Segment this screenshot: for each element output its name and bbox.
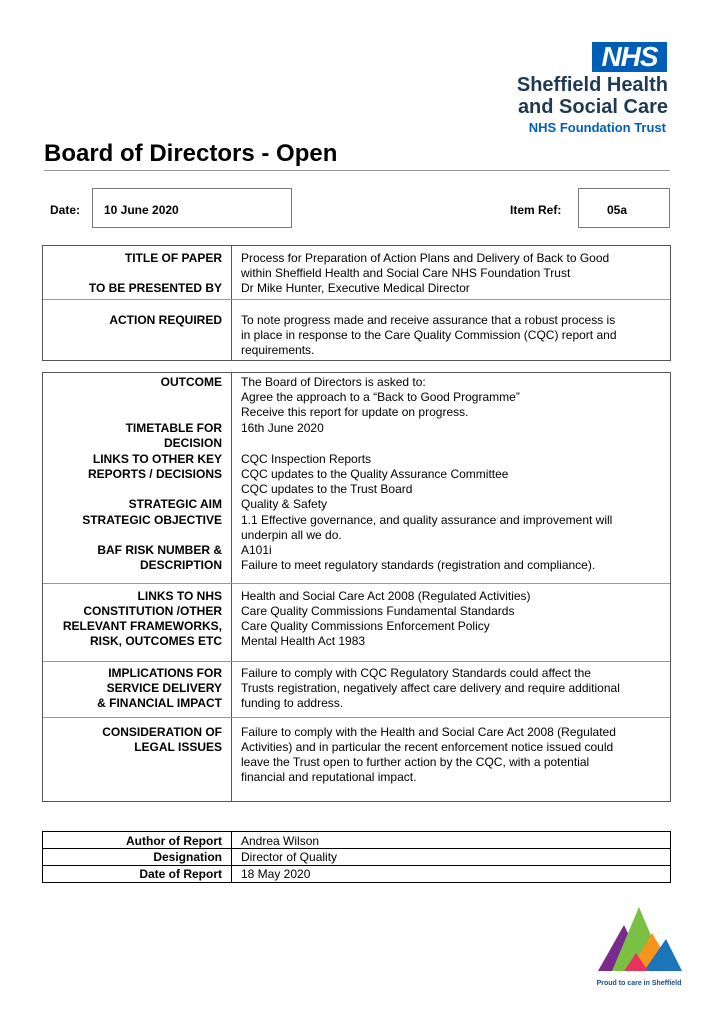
date-label: Date: [50,203,81,217]
timetable-value: 16th June 2020 [241,421,324,435]
item-ref-label: Item Ref: [510,203,562,217]
column-divider [231,246,232,360]
outcome-label: OUTCOME [160,375,222,389]
proud-to-care-logo [594,903,684,987]
outcome-value: The Board of Directors is asked to: Agree the approach to a “Back to Good Programme” Receive this report for update on progress. [241,375,520,419]
author-label: Author of Report [126,834,222,848]
nhs-logo: NHS [592,42,667,72]
designation-value: Director of Quality [241,850,338,864]
row-divider [43,661,670,662]
title-of-paper-label: TITLE OF PAPER [124,251,222,265]
date-of-report-value: 18 May 2020 [241,867,311,881]
links-value: CQC Inspection Reports CQC updates to the Quality Assurance Committee CQC updates to the Trust Board [241,452,509,496]
strategic-aim-value: Quality & Safety [241,497,328,511]
column-divider [231,373,232,801]
proud-to-care-text: Proud to care in Sheffield [596,980,682,987]
strategic-aim-label: STRATEGIC AIM [128,497,222,511]
legal-issues-value: Failure to comply with the Health and Social Care Act 2008 (Regulated Activities) and in particular the recent enforcement notice issued could leave the Trust open to further action by the CQC, with a potential financial and reputational impact. [241,725,616,784]
designation-label: Designation [153,850,222,864]
page-title: Board of Directors - Open [44,140,338,167]
paper-details-table [42,245,671,361]
nhs-links-value: Health and Social Care Act 2008 (Regulated Activities) Care Quality Commissions Fundamental Standards Care Quality Commissions Enforcement Policy Mental Health Act 1983 [241,589,531,648]
author-table [42,831,671,883]
baf-value: A101i Failure to meet regulatory standards (registration and compliance). [241,543,596,572]
baf-label: BAF RISK NUMBER & DESCRIPTION [97,543,222,572]
triangles-icon [594,903,684,975]
links-label: LINKS TO OTHER KEY REPORTS / DECISIONS [87,452,222,481]
item-ref-box [578,188,670,228]
date-value: 10 June 2020 [104,203,179,217]
governance-table [42,372,671,802]
row-divider [43,299,670,300]
date-box [92,188,292,228]
strategic-objective-label: STRATEGIC OBJECTIVE [82,513,222,527]
legal-issues-label: CONSIDERATION OF LEGAL ISSUES [102,725,222,754]
strategic-objective-value: 1.1 Effective governance, and quality assurance and improvement will underpin all we do. [241,513,613,542]
action-required-label: ACTION REQUIRED [109,313,222,327]
date-of-report-label: Date of Report [139,867,222,881]
presented-by-value: Dr Mike Hunter, Executive Medical Director [241,281,470,295]
author-value: Andrea Wilson [241,834,320,848]
item-ref-value: 05a [607,203,628,217]
row-divider [43,583,670,584]
org-name-line2: and Social Care [517,96,668,118]
org-name-line3: NHS Foundation Trust [528,120,666,135]
implications-value: Failure to comply with CQC Regulatory Standards could affect the Trusts registration, negatively affect care delivery and require additional funding to address. [241,666,620,710]
action-required-value: To note progress made and receive assurance that a robust process is in place in response to the Care Quality Commission (CQC) report and requirements. [241,313,617,357]
column-divider [231,832,232,882]
row-divider [43,717,670,718]
title-divider [44,170,670,171]
timetable-label: TIMETABLE FOR DECISION [125,421,222,450]
row-divider [43,865,670,866]
presented-by-label: TO BE PRESENTED BY [88,281,222,295]
implications-label: IMPLICATIONS FOR SERVICE DELIVERY & FINANCIAL IMPACT [97,666,222,710]
title-of-paper-value: Process for Preparation of Action Plans and Delivery of Back to Good within Sheffield Health and Social Care NHS Foundation Trust [241,251,610,280]
nhs-links-label: LINKS TO NHS CONSTITUTION /OTHER RELEVANT FRAMEWORKS, RISK, OUTCOMES ETC [62,589,222,648]
org-name-line1: Sheffield Health [516,74,668,96]
